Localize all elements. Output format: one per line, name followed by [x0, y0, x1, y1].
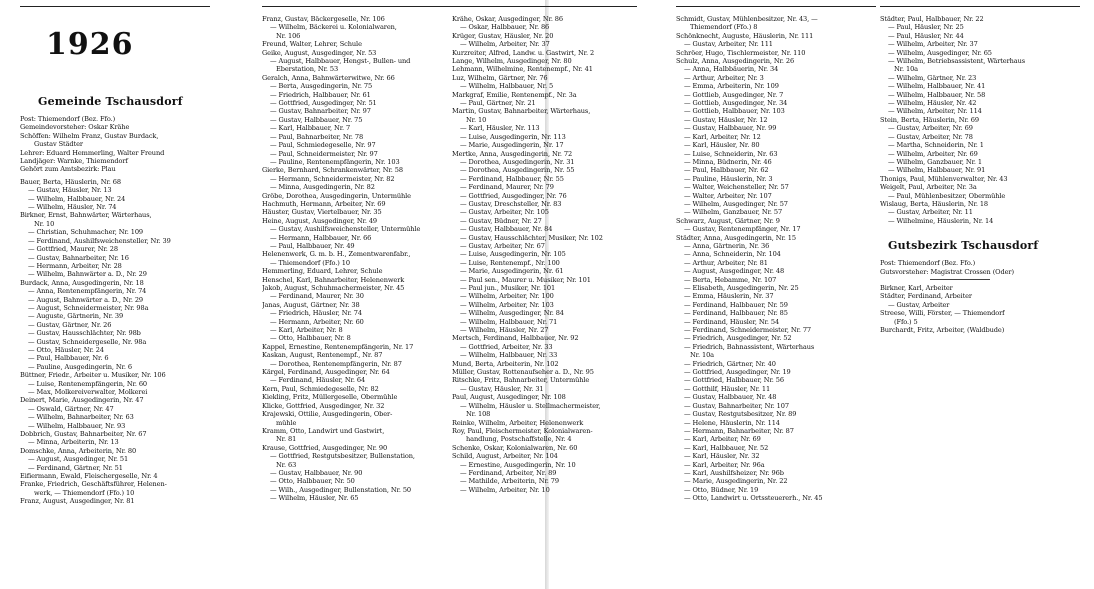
directory-entry: — Pauline, Ausgedingerin, Nr. 6 [28, 362, 132, 371]
directory-entry: — Wilhelm, Bäckerei u. Kolonialwaren, [270, 23, 397, 32]
directory-entry: Mertke, Anna, Ausgedingerin, Nr. 72 [452, 149, 573, 158]
directory-entry: — Arthur, Arbeiter, Nr. 3 [684, 73, 764, 82]
directory-entry: — Dorothea, Rentenempfängerin, Nr. 87 [270, 359, 402, 368]
directory-entry: Reinke, Wilhelm, Arbeiter, Helenenwerk [452, 418, 584, 427]
directory-entry: — Wilhelm, Häusler, Nr. 65 [270, 494, 359, 503]
directory-entry: — Ferdinand, Arbeiter, Nr. 89 [460, 468, 557, 477]
directory-entry: Lehmann, Wilhelmine, Rentenempf., Nr. 41 [452, 65, 593, 74]
directory-entry: Luz, Wilhelm, Gärtner, Nr. 76 [452, 73, 548, 82]
directory-entry: — August, Bahnwärter a. D., Nr. 29 [28, 295, 144, 304]
directory-entry: — Paul, Häusler, Nr. 25 [888, 23, 964, 32]
directory-entry: — Wilhelm, Arbeiter, Nr. 114 [888, 107, 982, 116]
directory-entry: (Ffo.) 5 [894, 317, 918, 326]
directory-entry: — Gustav, Schneidergeselle, Nr. 98a [28, 337, 147, 346]
directory-entry: — Gustav, Dreschsteller, Nr. 83 [460, 199, 562, 208]
column-5 [880, 0, 1080, 589]
directory-entry: Weigelt, Paul, Arbeiter, Nr. 3a [880, 183, 977, 192]
directory-entry: — Karl, Arbeiter, Nr. 69 [684, 435, 761, 444]
directory-entry: Landjäger: Warnke, Thiemendorf [20, 157, 128, 166]
directory-entry: — Minna, Arbeiterin, Nr. 13 [28, 438, 119, 447]
directory-entry: — Wilhelm, Betriebsassistent, Wärterhaus [888, 57, 1026, 66]
directory-entry: Lehrer: Eduard Hemmerling, Walter Freund [20, 148, 165, 157]
directory-entry: Paul, August, Ausgedinger, Nr. 108 [452, 393, 566, 402]
directory-entry: — Ferdinand, Häusler, Nr. 64 [270, 376, 366, 385]
directory-entry: — Berta, Ausgedingerin, Nr. 75 [270, 82, 373, 91]
directory-entry: — Gustav, Halbbauer, Nr. 75 [270, 115, 363, 124]
directory-entry: Birkner, Ernst, Bahnwärter, Wärterhaus, [20, 211, 152, 220]
directory-entry: — Luise, Ausgedingerin, Nr. 113 [460, 132, 566, 141]
directory-entry: — Emma, Arbeiterin, Nr. 109 [684, 82, 779, 91]
directory-entry: — Gottfried, Ausgedinger, Nr. 19 [684, 368, 791, 377]
directory-entry: — Minna, Büdnerin, Nr. 46 [684, 157, 772, 166]
directory-entry: — Mathilde, Arbeiterin, Nr. 79 [460, 477, 559, 486]
directory-entry: Städter, Ferdinand, Arbeiter [880, 292, 972, 301]
directory-entry: — Gottlieb, Halbbauer, Nr. 103 [684, 107, 785, 116]
directory-entry: — Luise, Rentenempf., Nr. 100 [460, 258, 560, 267]
directory-entry: — Gustav, Häusler, Nr. 12 [684, 115, 768, 124]
directory-entry: — Paul, Bahnarbeiter, Nr. 78 [270, 132, 364, 141]
directory-entry: — Arthur, Arbeiter, Nr. 81 [684, 258, 768, 267]
column-4-entries [676, 15, 876, 503]
directory-entry: — Gustav, Arbeiter, Nr. 69 [888, 124, 973, 133]
directory-entry: Janas, August, Gärtner, Nr. 38 [262, 300, 360, 309]
directory-entry: — Wilhelm, Halbbauer, Nr. 71 [460, 317, 558, 326]
directory-entry: — Pauline, Rentenempfängerin, Nr. 103 [270, 157, 400, 166]
directory-entry: Büttner, Friedr., Arbeiter u. Musiker, Nr. 106 [20, 371, 166, 380]
directory-entry: — Anna, Gärtnerin, Nr. 36 [684, 241, 770, 250]
directory-entry: Schulz, Anna, Ausgedingerin, Nr. 26 [676, 57, 795, 66]
directory-entry: Dobbrich, Gustav, Bahnarbeiter, Nr. 67 [20, 430, 147, 439]
directory-entry: Geike, August, Ausgedinger, Nr. 53 [262, 48, 377, 57]
directory-entry: — Karl, Arbeiter, Nr. 8 [270, 326, 343, 335]
directory-entry: — Gustav, Halbbauer, Nr. 99 [684, 124, 777, 133]
directory-entry: — Wilhelm, Halbbauer, Nr. 33 [460, 351, 558, 360]
directory-entry: — Paul, Mühlenbesitzer, Obermühle [888, 191, 1006, 200]
directory-entry: — Ferdinand, Maurer, Nr. 30 [270, 292, 364, 301]
directory-entry: — Ferdinand, Maurer, Nr. 79 [460, 183, 554, 192]
directory-entry: Nr. 63 [276, 460, 297, 469]
directory-entry: — Gustav, Hausschlächter, Nr. 98b [28, 329, 141, 338]
directory-entry: — Walter, Arbeiter, Nr. 107 [684, 191, 772, 200]
directory-entry: — Wilhelm, Häusler, Nr. 74 [28, 203, 117, 212]
top-rule [676, 6, 876, 7]
directory-entry: — Ferdinand, Aushilfsweichensteller, Nr. 39 [28, 236, 171, 245]
directory-entry: — Wilhelm, Halbbauer, Nr. 93 [28, 421, 126, 430]
directory-entry: — Friedrich, Ausgedinger, Nr. 52 [684, 334, 792, 343]
directory-entry: Städter, Anna, Ausgedingerin, Nr. 15 [676, 233, 796, 242]
directory-entry: — Wilhelm, Ausgedinger, Nr. 65 [888, 48, 992, 57]
directory-entry: Stein, Berta, Häuslerin, Nr. 69 [880, 115, 979, 124]
directory-entry: Schild, August, Arbeiter, Nr. 104 [452, 452, 558, 461]
directory-entry: — Anna, Schneiderin, Nr. 104 [684, 250, 781, 259]
directory-entry: — Paul, Halbbauer, Nr. 62 [684, 166, 769, 175]
directory-entry: — Gustav, Bahnarbeiter, Nr. 107 [684, 401, 789, 410]
directory-entry: Henschel, Karl, Bahnarbeiter, Helenenwerk [262, 275, 405, 284]
directory-entry: — Paul, Schmiedegeselle, Nr. 97 [270, 141, 376, 150]
column-1 [20, 0, 210, 589]
column-2 [262, 0, 452, 589]
directory-entry: — Gustav, Gärtner, Nr. 26 [28, 320, 112, 329]
directory-entry: Nr. 106 [276, 31, 301, 40]
directory-entry: — Gottfried, Maurer, Nr. 28 [28, 245, 118, 254]
directory-entry: — Otto, Landwirt u. Ortssteuererh., Nr. 45 [684, 494, 823, 503]
directory-entry: Nr. 10a [690, 351, 715, 360]
directory-entry: — Luise, Ausgedingerin, Nr. 105 [460, 250, 566, 259]
directory-entry: — Karl, Häusler, Nr. 113 [460, 124, 540, 133]
directory-entry: — Friedrich, Halbbauer, Nr. 61 [270, 90, 371, 99]
directory-entry: — Emma, Häuslerin, Nr. 37 [684, 292, 774, 301]
column-3 [452, 0, 637, 589]
directory-entry: Burdack, Anna, Ausgedingerin, Nr. 18 [20, 278, 144, 287]
directory-entry: Kaskan, August, Rentenempf., Nr. 87 [262, 351, 383, 360]
directory-entry: — Paul, Schneidermeister, Nr. 97 [270, 149, 378, 158]
directory-entry: — Wilhelm, Halbbauer, Nr. 58 [888, 90, 986, 99]
directory-entry: — Oskar, Halbbauer, Nr. 86 [460, 23, 550, 32]
directory-entry: — Wilhelm, Arbeiter, Nr. 69 [888, 149, 978, 158]
directory-entry: — Karl, Halbbauer, Nr. 52 [684, 443, 769, 452]
directory-entry: Gustav Städter [34, 140, 83, 149]
directory-entry: Schröer, Hugo, Tischlermeister, Nr. 110 [676, 48, 806, 57]
directory-entry: — Gottfried, Ausgedinger, Nr. 76 [460, 191, 567, 200]
directory-entry: Nr. 108 [466, 410, 491, 419]
directory-entry: — Hermann, Arbeiter, Nr. 60 [270, 317, 364, 326]
directory-entry: — Otto, Häusler, Nr. 24 [28, 345, 104, 354]
directory-entry: — Thiemendorf (Ffo.) 10 [270, 258, 350, 267]
directory-entry: Ritschke, Fritz, Bahnarbeiter, Untermühle [452, 376, 590, 385]
directory-entry: — Wilhelm, Arbeiter, Nr. 10 [460, 485, 550, 494]
directory-entry: Lange, Wilhelm, Ausgedinger, Nr. 80 [452, 57, 572, 66]
directory-entry: Schwarz, August, Gärtner, Nr. 9 [676, 216, 780, 225]
directory-entry: Schmidt, Gustav, Mühlenbesitzer, Nr. 43, — [676, 15, 818, 23]
directory-entry: — Paul, Häusler, Nr. 44 [888, 31, 964, 40]
top-rule [262, 6, 452, 7]
directory-entry: — August, Ausgedinger, Nr. 51 [28, 455, 129, 464]
directory-entry: — Pauline, Häuslerin, Nr. 3 [684, 174, 773, 183]
directory-entry: — Karl, Aushilfsheizer, Nr. 96b [684, 468, 784, 477]
directory-entry: — Otto, Halbbauer, Nr. 8 [270, 334, 351, 343]
directory-entry: — Wilhelm, Häusler, Nr. 42 [888, 99, 977, 108]
directory-entry: Kärgel, Ferdinand, Ausgedinger, Nr. 64 [262, 368, 390, 377]
directory-entry: — Friedrich, Gärtner, Nr. 40 [684, 359, 776, 368]
directory-entry: Eifiermann, Ewald, Fleischergeselle, Nr. 4 [20, 472, 158, 481]
directory-entry: — Gustav, Bahnarbeiter, Nr. 97 [270, 107, 371, 116]
directory-entry: — Hermann, Schneidermeister, Nr. 82 [270, 174, 395, 183]
directory-entry: Müller, Gustav, Rottenaufseher a. D., Nr. 95 [452, 368, 594, 377]
directory-entry: Nr. 10 [34, 219, 55, 228]
directory-entry: Mertsch, Ferdinand, Halbbauer, Nr. 92 [452, 334, 579, 343]
directory-entry: — Wilhelm, Halbbauer, Nr. 5 [460, 82, 554, 91]
directory-entry: — Gustav, Restgutsbesitzer, Nr. 89 [684, 410, 797, 419]
column-2-entries [262, 15, 452, 503]
directory-entry: — Anna, Rentenempfängerin, Nr. 74 [28, 287, 147, 296]
directory-entry: — Wilh., Ausgedinger, Bullenstation, Nr. 50 [270, 485, 412, 494]
directory-entry: mühle [276, 418, 297, 427]
directory-entry: Häuster, Gustav, Viertelbauer, Nr. 35 [262, 208, 382, 217]
directory-entry: — Christian, Schuhmacher, Nr. 109 [28, 228, 144, 237]
directory-entry: — Wilhelm, Ganzbauer, Nr. 1 [888, 157, 982, 166]
directory-entry: — Wilhelmine, Häuslerin, Nr. 14 [888, 216, 994, 225]
directory-entry: — Martha, Schneiderin, Nr. 1 [888, 141, 984, 150]
directory-entry: Domschke, Anna, Arbeiterin, Nr. 80 [20, 446, 137, 455]
directory-entry: Kurzreiter, Alfred, Landw. u. Gastwirt, Nr. 2 [452, 48, 595, 57]
directory-entry: Kern, Paul, Schmiedegeselle, Nr. 82 [262, 384, 379, 393]
directory-entry: — Hermann, Halbbauer, Nr. 66 [270, 233, 372, 242]
directory-entry: Thiemendorf (Ffo.) 8 [690, 23, 758, 32]
directory-entry: Roy, Paul, Fleischermeister, Kolonialwaren- [452, 426, 593, 435]
directory-entry: — Gustav, Häusler, Nr. 13 [28, 186, 112, 195]
directory-entry: Kiekling, Fritz, Müllergeselle, Obermühle [262, 393, 398, 402]
divider [930, 279, 990, 280]
top-rule [452, 6, 637, 7]
directory-entry: — Gustav, Arbeiter, Nr. 11 [888, 208, 973, 217]
directory-entry: — Hermann, Arbeiter, Nr. 28 [28, 261, 122, 270]
directory-entry: — Minna, Ausgedingerin, Nr. 82 [270, 183, 375, 192]
directory-entry: — Gottfried, Ausgedinger, Nr. 51 [270, 99, 377, 108]
directory-entry: — Wilhelm, Arbeiter, Nr. 37 [460, 40, 550, 49]
directory-entry: Geralch, Anna, Bahnwärterwitwe, Nr. 66 [262, 73, 395, 82]
directory-entry: Heine, August, Ausgedinger, Nr. 49 [262, 216, 378, 225]
directory-entry: — Wilhelm, Arbeiter, Nr. 103 [460, 300, 554, 309]
directory-entry: Schönknecht, Auguste, Häuslerin, Nr. 111 [676, 31, 814, 40]
directory-entry: Franz, Gustav, Bäckergeselle, Nr. 106 [262, 15, 385, 23]
directory-entry: — Gustav, Halbbauer, Nr. 48 [684, 393, 777, 402]
directory-entry: — Karl, Arbeiter, Nr. 12 [684, 132, 761, 141]
directory-entry: — Elisabeth, Ausgedingerin, Nr. 25 [684, 284, 799, 292]
directory-entry: — Wilhelm, Bahnarbeiter, Nr. 63 [28, 413, 134, 422]
directory-entry: handlung, Postschaffstelle, Nr. 4 [466, 435, 572, 444]
directory-entry: Thonigs, Paul, Mühlenverwalter, Nr. 43 [880, 174, 1008, 183]
directory-entry: — Gustav, Bahnarbeiter, Nr. 16 [28, 253, 129, 262]
directory-entry: Gehört zum Amtsbezirk: Plau [20, 165, 116, 174]
directory-entry: — Gustav, Halbbauer, Nr. 90 [270, 468, 363, 477]
directory-entry: — Gustav, Büdner, Nr. 27 [460, 216, 542, 225]
directory-entry: Deinert, Marie, Ausgedingerin, Nr. 47 [20, 396, 144, 405]
directory-entry: — Gustav, Arbeiter [888, 300, 950, 309]
directory-entry: — Marie, Ausgedingerin, Nr. 61 [460, 267, 564, 276]
directory-entry: — August, Schneidermeister, Nr. 98a [28, 303, 149, 312]
directory-entry: — Karl, Häusler, Nr. 80 [684, 141, 760, 150]
directory-entry: — Anna, Halbbäuerin, Nr. 34 [684, 65, 779, 74]
directory-entry: — Gustav, Hausschlächter, Musiker, Nr. 102 [460, 233, 603, 242]
top-rule [880, 6, 1080, 7]
directory-entry: — Gottfried, Arbeiter, Nr. 33 [460, 342, 553, 351]
directory-entry: Hemmerling, Eduard, Lehrer, Schule [262, 267, 383, 276]
directory-entry: Gutsvorsteher: Magistrat Crossen (Oder) [880, 267, 1014, 276]
directory-entry: — Wilhelm, Gärtner, Nr. 23 [888, 73, 977, 82]
directory-entry: — August, Halbbauer, Hengst-, Bullen- und [270, 57, 411, 66]
directory-entry: — Wilhelm, Arbeiter, Nr. 37 [888, 40, 978, 49]
directory-entry: werk, — Thiemendorf (Ffo.) 10 [34, 488, 135, 497]
directory-entry: Gröbe, Dorothea, Ausgedingerin, Untermühle [262, 191, 411, 200]
directory-entry: — Gottlieb, Ausgedinger, Nr. 34 [684, 99, 788, 108]
directory-entry: — Wilhelm, Häusler, Nr. 27 [460, 326, 549, 335]
directory-entry: — Karl, Arbeiter, Nr. 96a [684, 460, 765, 469]
directory-entry: Schenke, Oskar, Kolonialwaren, Nr. 60 [452, 443, 578, 452]
directory-entry: Nr. 10 [466, 115, 487, 124]
directory-entry: — Paul sen., Maurer u. Musiker, Nr. 101 [460, 275, 591, 284]
directory-entry: Bauer, Berta, Häuslerin, Nr. 68 [20, 177, 121, 186]
directory-entry: — Marie, Ausgedingerin, Nr. 22 [684, 477, 788, 486]
directory-entry: Franke, Friedrich, Geschäftsführer, Helenen- [20, 480, 167, 489]
column-3-entries [452, 15, 637, 494]
directory-entry: — Gottfried, Halbbauer, Nr. 56 [684, 376, 784, 385]
directory-entry: — Ferdinand, Halbbauer, Nr. 85 [684, 309, 788, 318]
directory-entry: — Ernestine, Ausgedingerin, Nr. 10 [460, 460, 576, 469]
directory-entry: Wislaug, Berta, Häuslerin, Nr. 18 [880, 199, 989, 208]
directory-entry: — Gustav, Arbeiter, Nr. 105 [460, 208, 549, 217]
directory-entry: — Hermann, Bahnarbeiter, Nr. 87 [684, 426, 794, 435]
directory-entry: — Gustav, Arbeiter, Nr. 78 [888, 132, 973, 141]
directory-entry: Jakob, August, Schuhmachermeister, Nr. 45 [262, 284, 405, 292]
directory-entry: — Ferdinand, Halbbauer, Nr. 59 [684, 300, 788, 309]
directory-entry: — Gustav, Arbeiter, Nr. 111 [684, 40, 773, 49]
directory-entry: — Berta, Hebamme, Nr. 107 [684, 275, 777, 284]
directory-entry: — Wilhelm, Arbeiter, Nr. 100 [460, 292, 554, 301]
directory-entry: Krähe, Oskar, Ausgedinger, Nr. 86 [452, 15, 563, 23]
directory-entry: — Wilhelm, Ausgedinger, Nr. 84 [460, 309, 564, 318]
directory-entry: Schöffen: Wilhelm Franz, Gustav Burdack, [20, 131, 159, 140]
directory-entry: Städter, Paul, Halbbauer, Nr. 22 [880, 15, 984, 23]
directory-entry: — Friedrich, Bahnassistent, Wärterhaus [684, 342, 815, 351]
top-rule [20, 6, 210, 7]
directory-entry: Klicke, Gottfried, Ausgedinger, Nr. 32 [262, 401, 385, 410]
directory-entry: — Paul, Gärtner, Nr. 21 [460, 99, 536, 108]
directory-entry: — Wilhelm, Halbbauer, Nr. 24 [28, 194, 126, 203]
directory-entry: — Karl, Halbbauer, Nr. 7 [270, 124, 351, 133]
directory-entry: Hachmuth, Hermann, Arbeiter, Nr. 69 [262, 199, 386, 208]
directory-entry: Streese, Willi, Förster, — Thiemendorf [880, 309, 1005, 318]
column-4 [676, 0, 876, 589]
directory-entry: — Gustav, Aushilfsweichensteller, Untermühle [270, 225, 421, 234]
directory-entry: Burchardt, Fritz, Arbeiter, (Waldbude) [880, 326, 1005, 334]
directory-entry: — Gottfried, Restgutsbesitzer, Bullenstation, [270, 452, 415, 461]
directory-entry: — Gustav, Halbbauer, Nr. 84 [460, 225, 553, 234]
directory-entry: — Otto, Halbbauer, Nr. 50 [270, 477, 355, 486]
directory-entry: — Wilhelm, Häusler u. Stellmachermeister, [460, 401, 601, 410]
directory-entry: — Paul jun., Musiker, Nr. 101 [460, 284, 556, 292]
directory-entry: — Ferdinand, Gärtner, Nr. 51 [28, 463, 123, 472]
directory-entry: Nr. 10a [894, 65, 919, 74]
directory-entry: — Luise, Schneiderin, Nr. 63 [684, 149, 778, 158]
directory-entry: Birkner, Karl, Arbeiter [880, 283, 953, 292]
gutsbezirk-entries [880, 284, 1080, 334]
directory-entry: Mund, Berta, Arbeiterin, Nr. 102 [452, 359, 559, 368]
directory-entry: Helenenwerk, G. m. b. H., Zementwarenfabr., [262, 250, 411, 259]
directory-entry: — Gustav, Häusler, Nr. 31 [460, 384, 544, 393]
directory-entry: — Wilhelm, Bahnwärter a. D., Nr. 29 [28, 270, 147, 279]
directory-entry: — Marie, Ausgedingerin, Nr. 17 [460, 141, 564, 150]
directory-entry: Kappel, Ernestine, Rentenempfängerin, Nr. 17 [262, 342, 414, 351]
directory-entry: — Karl, Häusler, Nr. 32 [684, 452, 760, 461]
directory-entry: — Luise, Rentenempfängerin, Nr. 60 [28, 379, 148, 388]
directory-entry: — Paul, Halbbauer, Nr. 6 [28, 354, 109, 363]
column-1-entries [20, 178, 210, 506]
column-5-entries [880, 15, 1080, 225]
year-heading: 1926 [46, 27, 134, 62]
directory-entry: Post: Thiemendorf (Bez. Ffo.) [880, 259, 976, 268]
directory-entry: Krajewski, Ottilie, Ausgedingerin, Ober- [262, 410, 393, 419]
directory-entry: Markgraf, Emilie, Rentenempf., Nr. 3a [452, 90, 577, 99]
directory-entry: — Auguste, Gärtnerin, Nr. 39 [28, 312, 124, 321]
directory-entry: — Ferdinand, Häusler, Nr. 54 [684, 317, 780, 326]
directory-entry: Franz, August, Ausgedinger, Nr. 81 [20, 497, 135, 506]
directory-entry: Nr. 81 [276, 435, 297, 444]
gemeinde-heading: Gemeinde Tschausdorf [38, 95, 183, 108]
directory-entry: — Wilhelm, Ausgedinger, Nr. 57 [684, 199, 788, 208]
directory-entry: Eberstation, Nr. 53 [276, 65, 339, 74]
directory-entry: Martin, Gustav, Bahnarbeiter, Wärterhaus, [452, 107, 591, 116]
gutsbezirk-heading: Gutsbezirk Tschausdorf [888, 239, 1039, 253]
directory-entry: Kramm, Otto, Landwirt und Gastwirt, [262, 426, 385, 435]
directory-entry: Gierke, Bernhard, Schrankenwärter, Nr. 58 [262, 166, 403, 175]
directory-entry: — Friedrich, Häusler, Nr. 74 [270, 309, 362, 318]
directory-entry: — Ferdinand, Schneidermeister, Nr. 77 [684, 326, 812, 335]
directory-entry: — Helene, Häuslerin, Nr. 114 [684, 418, 780, 427]
directory-entry: — Oswald, Gärtner, Nr. 47 [28, 404, 114, 413]
directory-entry: — Gotthilf, Häusler, Nr. 11 [684, 384, 771, 393]
directory-entry: — Dorothea, Ausgedingerin, Nr. 55 [460, 166, 575, 175]
gutsbezirk-meta [880, 259, 1080, 276]
directory-entry: — Gottlieb, Ausgedinger, Nr. 7 [684, 90, 784, 99]
directory-entry: — Wilhelm, Halbbauer, Nr. 91 [888, 166, 986, 175]
directory-entry: Freund, Walter, Lehrer, Schule [262, 40, 362, 49]
directory-entry: — Otto, Büdner, Nr. 19 [684, 485, 759, 494]
directory-entry: — Gustav, Arbeiter, Nr. 67 [460, 241, 545, 250]
directory-entry: Krüger, Gustav, Häusler, Nr. 20 [452, 31, 554, 40]
directory-entry: — August, Ausgedinger, Nr. 48 [684, 267, 785, 276]
directory-entry: — Wilhelm, Halbbauer, Nr. 41 [888, 82, 986, 91]
directory-entry: — Max, Molkereiverwalter, Molkerei [28, 388, 148, 396]
directory-entry: — Ferdinand, Halbbauer, Nr. 55 [460, 174, 564, 183]
directory-entry: — Wilhelm, Ganzbauer, Nr. 57 [684, 208, 783, 217]
gemeinde-meta [20, 115, 210, 174]
directory-entry: — Dorothea, Ausgedingerin, Nr. 31 [460, 157, 575, 166]
directory-entry: Krause, Gottfried, Ausgedinger, Nr. 90 [262, 443, 388, 452]
directory-entry: — Paul, Halbbauer, Nr. 49 [270, 241, 355, 250]
directory-entry: Gemeindevorsteher: Oskar Krähe [20, 123, 130, 132]
directory-entry: — Walter, Weichensteller, Nr. 57 [684, 183, 789, 192]
directory-entry: Post: Thiemendorf (Bez. Ffo.) [20, 115, 116, 123]
directory-entry: — Gustav, Rentenempfänger, Nr. 17 [684, 225, 801, 234]
